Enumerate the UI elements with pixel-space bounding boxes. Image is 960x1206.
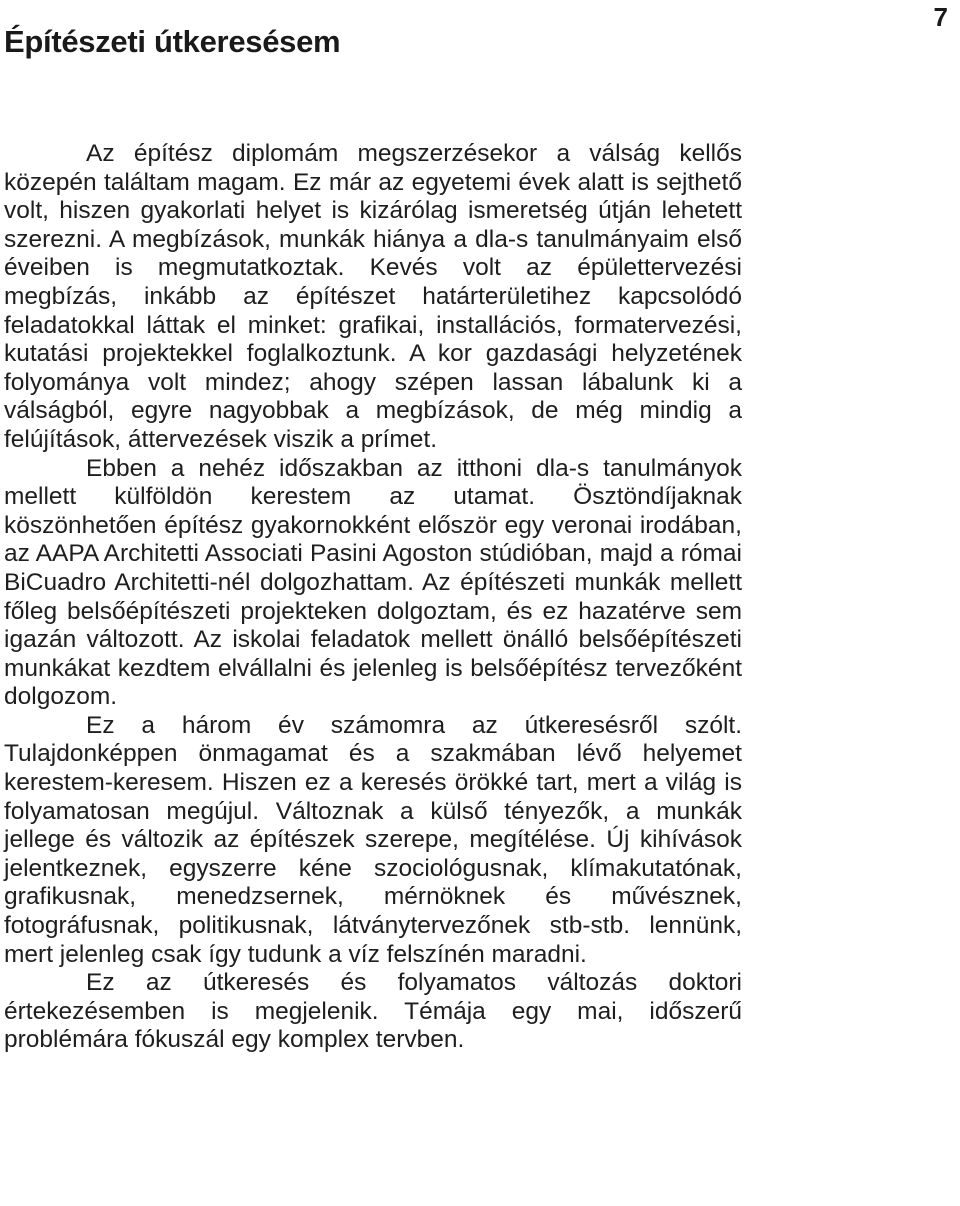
page-title: Építészeti útkeresésem xyxy=(4,24,341,59)
paragraph: Ebben a nehéz időszakban az itthoni dla-s tanulmányok mellett külföldön kerestem az utamat. Ösztöndíjaknak köszönhetően építész gyakornokként először egy veronai irodában, az AAPA Architetti Associati Pasini Agoston stúdióban, majd a római BiCuadro Architetti-nél dolgozhattam. Az építészeti munkák mellett főleg belsőépítészeti projekteken dolgoztam, és ez hazatérve sem igazán változott. Az iskolai feladatok mellett önálló belsőépítészeti munkákat kezdtem elvállalni és jelenleg is belsőépítész tervezőként dolgozom. xyxy=(4,454,742,711)
paragraph: Az építész diplomám megszerzésekor a válság kellős közepén találtam magam. Ez már az egyetemi évek alatt is sejthető volt, hiszen gyakorlati helyet is kizárólag ismeretség útján lehetett szerezni. A megbízások, munkák hiánya a dla-s tanulmányaim első éveiben is megmutatkoztak. Kevés volt az épülettervezési megbízás, inkább az építészet határterületihez kapcsolódó feladatokkal láttak el minket: grafikai, installációs, formatervezési, kutatási projektekkel foglalkoztunk. A kor gazdasági helyzetének folyománya volt mindez; ahogy szépen lassan lábalunk ki a válságból, egyre nagyobbak a megbízások, de még mindig a felújítások, áttervezések viszik a prímet. xyxy=(4,140,742,453)
paragraph: Ez a három év számomra az útkeresésről szólt. Tulajdonképpen önmagamat és a szakmában lévő helyemet kerestem-keresem. Hiszen ez a keresés örökké tart, mert a világ is folyamatosan megújul. Változnak a külső tényezők, a munkák jellege és változik az építészek szerepe, megítélése. Új kihívások jelentkeznek, egyszerre kéne szociológusnak, klímakutatónak, grafikusnak, menedzsernek, mérnöknek és művésznek, fotográfusnak, politikusnak, látványtervezőnek stb-stb. lennünk, mert jelenleg csak így tudunk a víz felszínén maradni. xyxy=(4,711,742,968)
paragraph: Ez az útkeresés és folyamatos változás doktori értekezésemben is megjelenik. Témája egy mai, időszerű problémára fókuszál egy komplex tervben. xyxy=(4,969,742,1054)
page-number: 7 xyxy=(933,2,948,32)
body-text xyxy=(4,140,742,1055)
